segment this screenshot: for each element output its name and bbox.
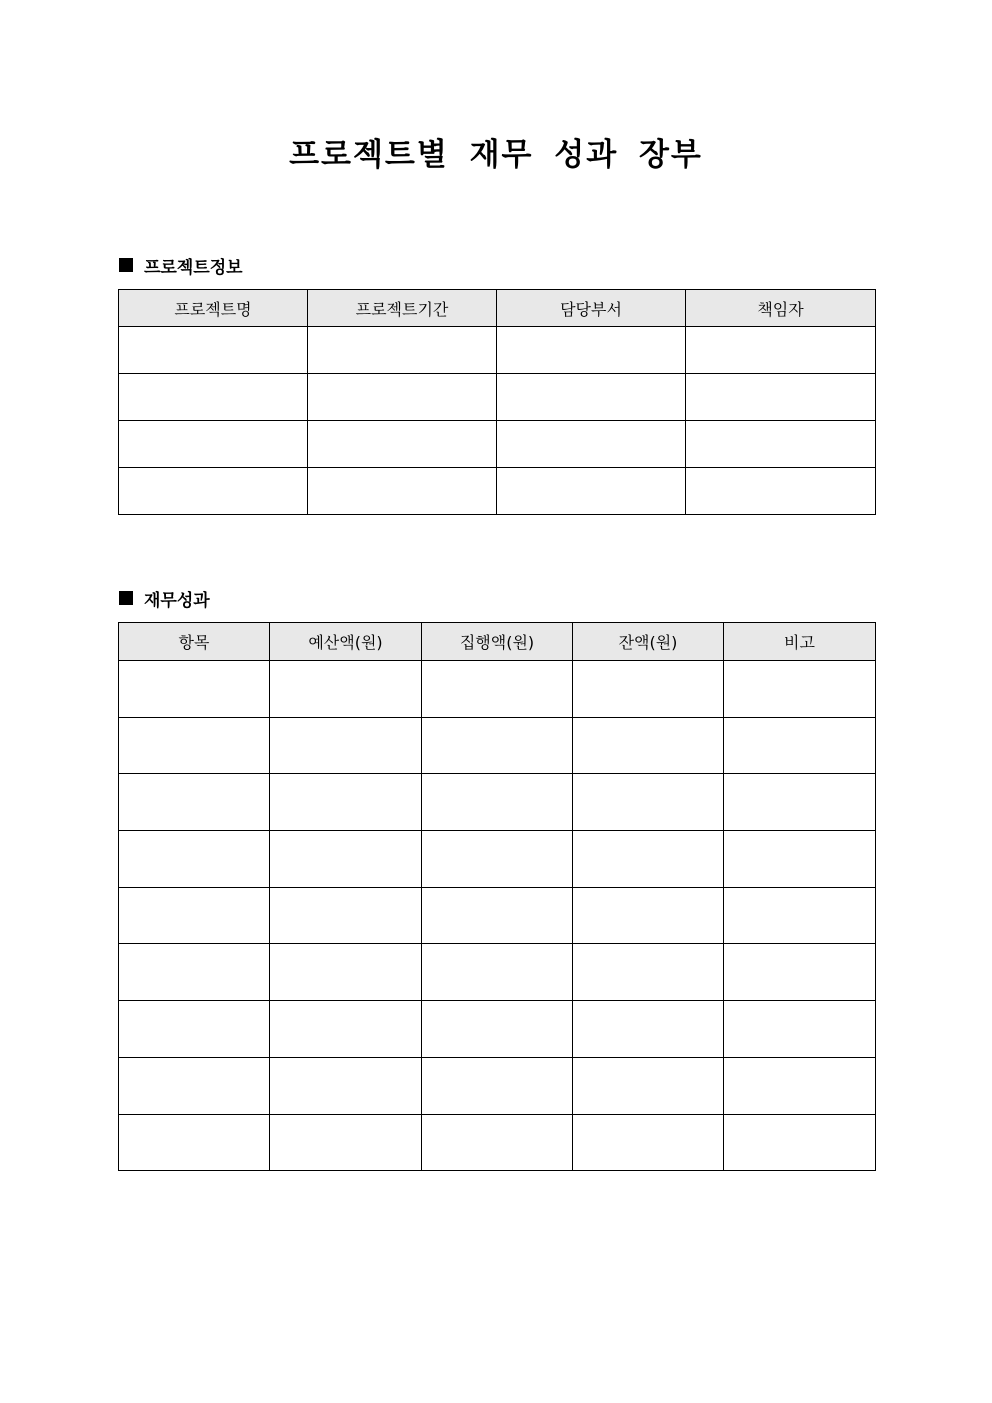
table-cell[interactable] [497, 327, 686, 374]
table-row [119, 717, 876, 774]
table-cell[interactable] [724, 1057, 876, 1114]
table-cell[interactable] [573, 661, 724, 718]
table-cell[interactable] [724, 831, 876, 888]
table-cell[interactable] [497, 468, 686, 515]
table-cell[interactable] [119, 831, 270, 888]
table-cell[interactable] [119, 327, 308, 374]
table-cell[interactable] [573, 774, 724, 831]
table-cell[interactable] [686, 374, 876, 421]
table-row [119, 1114, 876, 1171]
financial-performance-table [118, 622, 876, 1171]
table-cell[interactable] [422, 1001, 573, 1058]
column-header-executed: 집행액(원) [422, 623, 573, 661]
table-cell[interactable] [724, 887, 876, 944]
table-cell[interactable] [270, 1114, 422, 1171]
table-row [119, 831, 876, 888]
table-row [119, 774, 876, 831]
square-bullet-icon [119, 258, 133, 272]
financial-performance-heading-label: 재무성과 [144, 590, 210, 611]
table-row [119, 468, 876, 515]
table-cell[interactable] [686, 327, 876, 374]
table-row [119, 421, 876, 468]
table-cell[interactable] [308, 327, 497, 374]
table-cell[interactable] [573, 1057, 724, 1114]
table-cell[interactable] [497, 374, 686, 421]
table-cell[interactable] [573, 1001, 724, 1058]
column-header-budget: 예산액(원) [270, 623, 422, 661]
table-cell[interactable] [270, 1057, 422, 1114]
table-row [119, 1001, 876, 1058]
table-cell[interactable] [119, 944, 270, 1001]
table-cell[interactable] [270, 944, 422, 1001]
table-cell[interactable] [724, 661, 876, 718]
table-cell[interactable] [270, 661, 422, 718]
table-cell[interactable] [119, 421, 308, 468]
table-cell[interactable] [724, 717, 876, 774]
table-cell[interactable] [724, 1114, 876, 1171]
square-bullet-icon [119, 591, 133, 605]
table-cell[interactable] [686, 421, 876, 468]
table-cell[interactable] [119, 1114, 270, 1171]
table-cell[interactable] [724, 944, 876, 1001]
column-header-balance: 잔액(원) [573, 623, 724, 661]
table-cell[interactable] [119, 717, 270, 774]
table-cell[interactable] [573, 831, 724, 888]
table-cell[interactable] [270, 831, 422, 888]
column-header-project-period: 프로젝트기간 [308, 290, 497, 327]
financial-performance-header-row [119, 623, 876, 661]
table-cell[interactable] [573, 1114, 724, 1171]
table-cell[interactable] [119, 1001, 270, 1058]
table-cell[interactable] [686, 468, 876, 515]
table-cell[interactable] [422, 774, 573, 831]
table-row [119, 374, 876, 421]
column-header-item: 항목 [119, 623, 270, 661]
table-cell[interactable] [308, 421, 497, 468]
table-cell[interactable] [422, 717, 573, 774]
table-row [119, 661, 876, 718]
table-cell[interactable] [724, 774, 876, 831]
table-cell[interactable] [119, 661, 270, 718]
table-cell[interactable] [422, 1114, 573, 1171]
table-cell[interactable] [422, 831, 573, 888]
table-cell[interactable] [422, 1057, 573, 1114]
document-title: 프로젝트별 재무 성과 장부 [289, 137, 703, 173]
table-cell[interactable] [497, 421, 686, 468]
project-info-header-row [119, 290, 876, 327]
table-cell[interactable] [422, 944, 573, 1001]
table-cell[interactable] [573, 944, 724, 1001]
column-header-manager: 책임자 [686, 290, 876, 327]
table-row [119, 327, 876, 374]
table-row [119, 944, 876, 1001]
table-cell[interactable] [308, 374, 497, 421]
project-info-table [118, 289, 876, 515]
table-cell[interactable] [119, 1057, 270, 1114]
column-header-project-name: 프로젝트명 [119, 290, 308, 327]
table-cell[interactable] [270, 774, 422, 831]
table-row [119, 1057, 876, 1114]
project-info-heading-label: 프로젝트정보 [144, 257, 243, 278]
table-cell[interactable] [573, 717, 724, 774]
table-cell[interactable] [119, 887, 270, 944]
table-cell[interactable] [724, 1001, 876, 1058]
table-cell[interactable] [270, 887, 422, 944]
table-row [119, 887, 876, 944]
table-cell[interactable] [573, 887, 724, 944]
table-cell[interactable] [270, 717, 422, 774]
table-cell[interactable] [422, 887, 573, 944]
column-header-remarks: 비고 [724, 623, 876, 661]
table-cell[interactable] [119, 468, 308, 515]
financial-performance-heading [119, 586, 210, 610]
project-info-heading [119, 253, 243, 277]
table-cell[interactable] [119, 374, 308, 421]
table-cell[interactable] [119, 774, 270, 831]
column-header-department: 담당부서 [497, 290, 686, 327]
table-cell[interactable] [270, 1001, 422, 1058]
table-cell[interactable] [422, 661, 573, 718]
table-cell[interactable] [308, 468, 497, 515]
